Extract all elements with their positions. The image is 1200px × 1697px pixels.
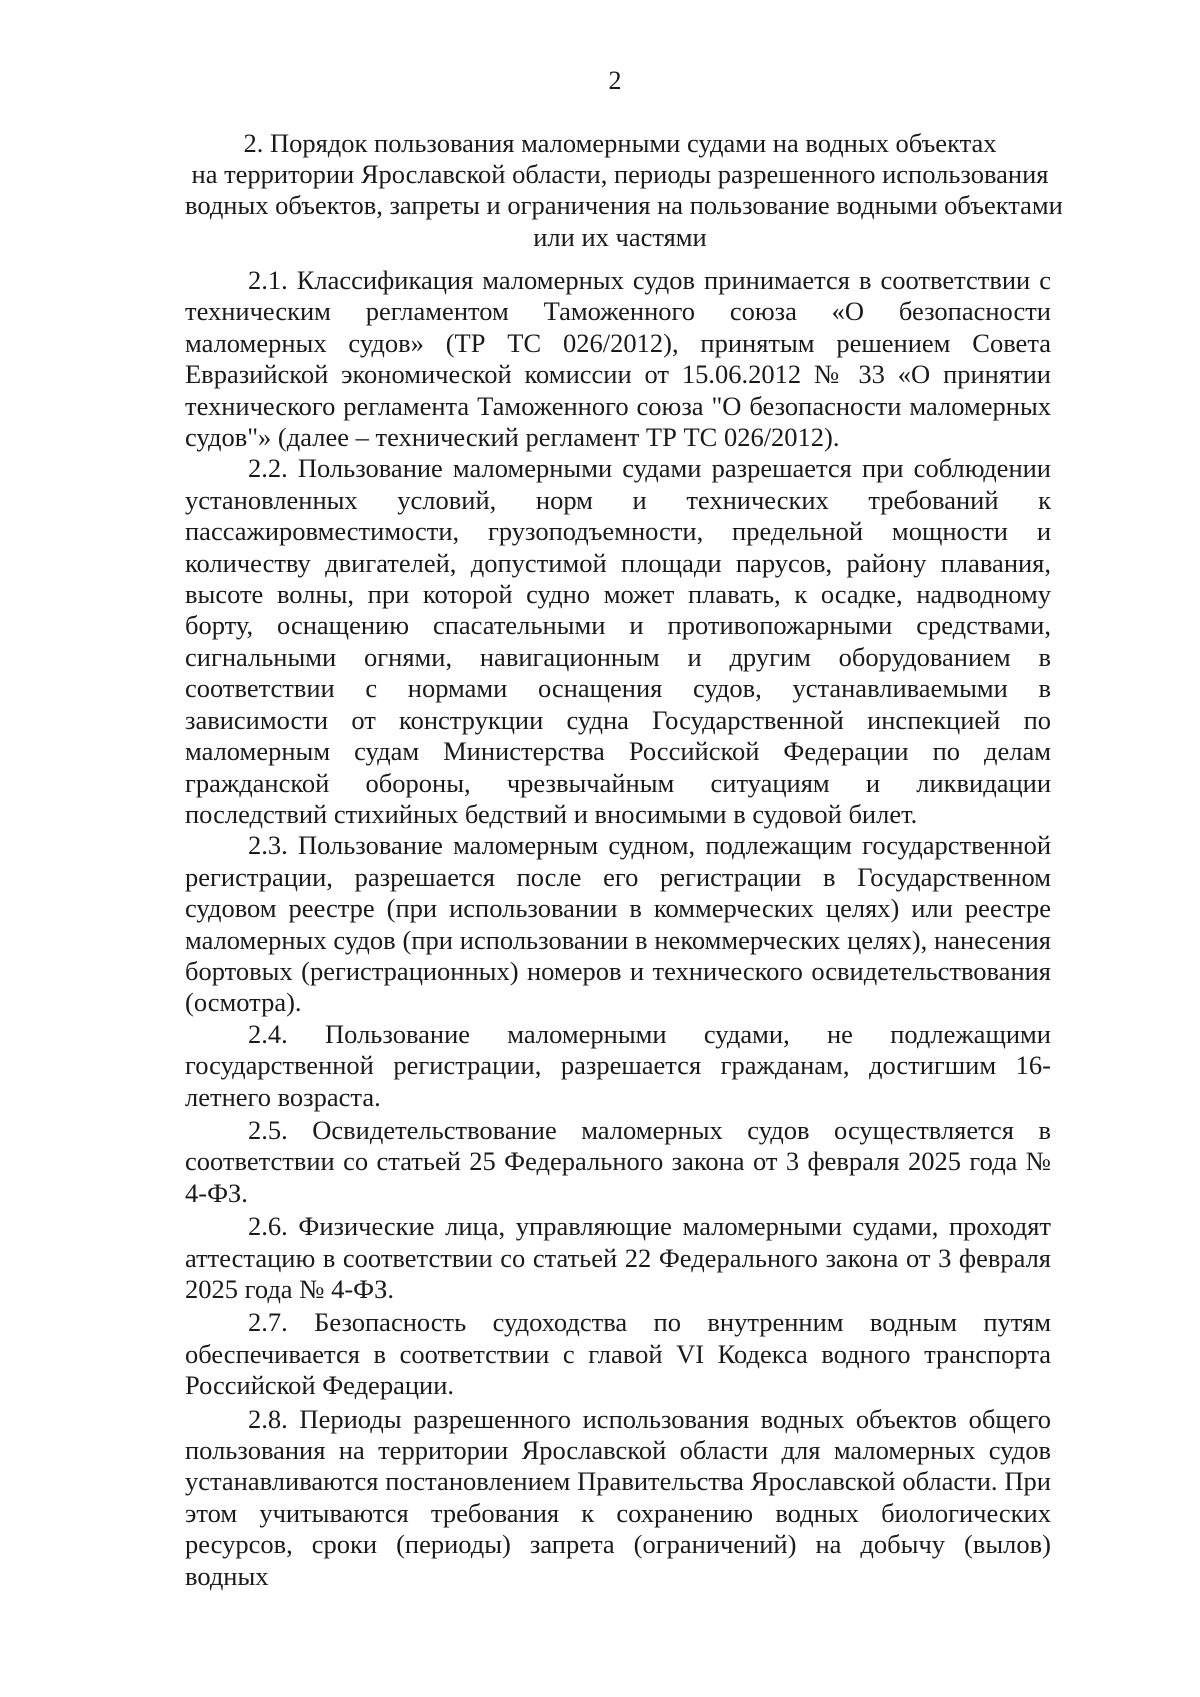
- heading-line: водных объектов, запреты и ограничения на пользование водными объектами: [185, 190, 1063, 221]
- page-number: 2: [608, 66, 622, 95]
- paragraph-2-6: 2.6. Физические лица, управляющие маломерными судами, проходят аттестацию в соответствии со статьей 22 Федерального закона от 3 февраля 2025 года № 4-ФЗ.: [185, 1211, 1051, 1304]
- paragraph-2-8: 2.8. Периоды разрешенного использования водных объектов общего пользования на территории Ярославской области для маломерных судов устанавливаются постановлением Правительства Ярославской области. При этом учитываются требования к сохранению водных биологических ресурсов, сроки (периоды) запрета (ограничений) на добычу (вылов) водных: [185, 1403, 1051, 1591]
- document-body: [185, 265, 1051, 1592]
- heading-line: 2. Порядок пользования маломерными судами на водных объектах: [243, 128, 997, 158]
- section-heading: [185, 128, 1063, 253]
- paragraph-2-7: 2.7. Безопасность судоходства по внутренним водным путям обеспечивается в соответствии с главой VI Кодекса водного транспорта Российской Федерации.: [185, 1307, 1051, 1401]
- heading-line: на территории Ярославской области, периоды разрешенного использования: [191, 159, 1049, 190]
- paragraph-2-1: 2.1. Классификация маломерных судов принимается в соответствии с техническим регламентом Таможенного союза «О безопасности маломерных судов» (ТР ТС 026/2012), принятым решением Совета Евразийской экономической комиссии от 15.06.2012 № 33 «О принятии технического регламента Таможенного союза "О безопасности маломерных судов"» (далее – технический регламент ТР ТС 026/2012).: [185, 265, 1051, 453]
- paragraph-2-3: 2.3. Пользование маломерным судном, подлежащим государственной регистрации, разрешается после его регистрации в Государственном судовом реестре (при использовании в коммерческих целях) или реестре маломерных судов (при использовании в некоммерческих целях), нанесения бортовых (регистрационных) номеров и технического освидетельствования (осмотра).: [185, 830, 1051, 1018]
- heading-line: или их частями: [533, 221, 707, 252]
- paragraph-2-2: 2.2. Пользование маломерными судами разрешается при соблюдении установленных условий, норм и технических требований к пассажировместимости, грузоподъемности, предельной мощности и количеству двигателей, допустимой площади парусов, району плавания, высоте волны, при которой судно может плавать, к осадке, надводному борту, оснащению спасательными и противопожарными средствами, сигнальными огнями, навигационным и другим оборудованием в соответствии с нормами оснащения судов, устанавливаемыми в зависимости от конструкции судна Государственной инспекцией по маломерным судам Министерства Российской Федерации по делам гражданской обороны, чрезвычайным ситуациям и ликвидации последствий стихийных бедствий и вносимыми в судовой билет.: [185, 453, 1051, 829]
- paragraph-2-5: 2.5. Освидетельствование маломерных судов осуществляется в соответствии со статьей 25 Федерального закона от 3 февраля 2025 года № 4-ФЗ.: [185, 1114, 1051, 1208]
- paragraph-2-4: 2.4. Пользование маломерными судами, не подлежащими государственной регистрации, разрешается гражданам, достигшим 16-летнего возраста.: [185, 1018, 1051, 1112]
